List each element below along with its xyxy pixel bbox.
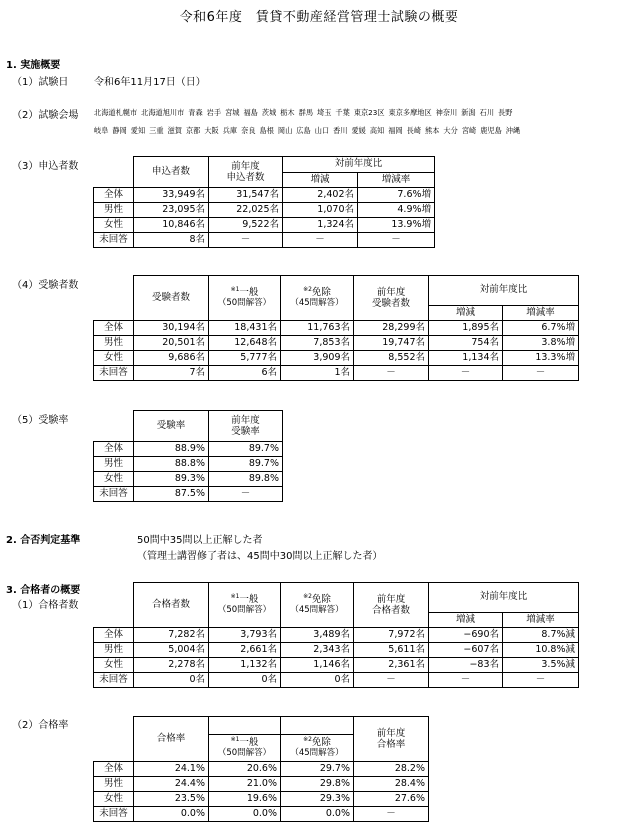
venue: 群馬 [298, 108, 314, 117]
venue: 神奈川 [435, 108, 458, 117]
table-row: 男性 88.8% 89.7% [94, 457, 283, 472]
criteria-line2: （管理士講習修了者は、45問中30問以上正解した者） [137, 551, 383, 562]
col-header: 対前年度比 [283, 157, 435, 173]
col-header: 前年度 受験者数 [354, 276, 429, 321]
table-row: 女性 9,686名 5,777名 3,909名 8,552名 1,134名 13.3%増 [94, 351, 579, 366]
venue: 宮崎 [461, 126, 477, 135]
exam-rate-label: （5）受験率 [12, 415, 69, 426]
venue: 岡山 [277, 126, 293, 135]
col-header: 増減 [429, 612, 503, 627]
venue: 京都 [185, 126, 201, 135]
table-row: 全体 33,949名 31,547名 2,402名 7.6%増 [94, 188, 435, 203]
col-header: 増減 [283, 172, 358, 188]
col-header: $^{※1}$一般 （50問解答） [209, 276, 281, 321]
venue: 香川 [333, 126, 348, 135]
venue: 栃木 [280, 108, 295, 117]
venue: 山口 [314, 126, 330, 135]
page-title: 令和6年度 賃貸不動産経営管理士試験の概要 [179, 10, 459, 25]
table-row: 女性 89.3% 89.8% [94, 472, 283, 487]
venue: 石川 [479, 108, 495, 117]
table-row: 男性 20,501名 12,648名 7,853名 19,747名 754名 3.8%増 [94, 336, 579, 351]
table-row: 全体 88.9% 89.7% [94, 442, 283, 457]
col-header: 対前年度比 [429, 583, 579, 613]
col-header: 増減 [429, 305, 503, 320]
col-header: 合格者数 [134, 583, 209, 628]
table-row: 未回答 0名 0名 0名 － － － [94, 673, 579, 688]
col-header: 受験者数 [134, 276, 209, 321]
table-row: 未回答 8名 － － － [94, 233, 435, 248]
col-header: 対前年度比 [429, 276, 579, 306]
venue: 青森 [188, 108, 203, 117]
venue: 北海道旭川市 [141, 108, 185, 117]
venue: 茨城 [261, 108, 277, 117]
venue: 東京多摩地区 [388, 108, 432, 117]
table-row: 未回答 7名 6名 1名 － － － [94, 366, 579, 381]
table-row: 男性 24.4% 21.0% 29.8% 28.4% [94, 777, 429, 792]
table-row: 全体 7,282名 3,793名 3,489名 7,972名 −690名 8.7%減 [94, 628, 579, 643]
venue: 愛媛 [351, 126, 366, 135]
pass-rate-label: （2）合格率 [12, 720, 69, 731]
venue: 島根 [259, 126, 274, 135]
venue: 北海道札幌市 [94, 108, 138, 117]
venue: 広島 [296, 126, 311, 135]
col-header: $^{※2}$免除 （45問解答） [281, 276, 354, 321]
table-row: 男性 23,095名 22,025名 1,070名 4.9%増 [94, 203, 435, 218]
examinees-label: （4）受験者数 [12, 280, 79, 291]
col-header: $^{※1}$一般 （50問解答） [209, 583, 281, 628]
venue: 高知 [369, 126, 385, 135]
venue: 長野 [498, 108, 513, 117]
venue: 岩手 [206, 108, 222, 117]
venue: 兵庫 [222, 126, 238, 135]
venue: 大分 [443, 126, 458, 135]
table-row: 全体 30,194名 18,431名 11,763名 28,299名 1,895名 6.7%増 [94, 321, 579, 336]
examinees-table [93, 275, 579, 381]
venue: 奈良 [241, 126, 256, 135]
venue: 三重 [149, 126, 164, 135]
venue: 千葉 [335, 108, 350, 117]
col-header: 増減率 [503, 305, 579, 320]
section-2-heading: 2. 合否判定基準 [6, 535, 81, 546]
exam-date-value: 令和6年11月17日（日） [94, 77, 206, 88]
venue: 鹿児島 [480, 126, 502, 135]
table-row: 女性 2,278名 1,132名 1,146名 2,361名 −83名 3.5%減 [94, 658, 579, 673]
col-header: 増減率 [503, 612, 579, 627]
venue: 長崎 [406, 126, 422, 135]
col-header: 前年度 合格者数 [354, 583, 429, 628]
col-header: 合格率 [134, 717, 209, 762]
col-header [281, 717, 354, 735]
section-1-heading: 1. 実施概要 [6, 60, 61, 71]
venue: 福島 [243, 108, 258, 117]
table-row: 未回答 87.5% － [94, 487, 283, 502]
col-header: 申込者数 [134, 157, 209, 188]
col-header: $^{※2}$免除 （45問解答） [281, 583, 354, 628]
venue: 沖縄 [505, 126, 521, 135]
venue: 大阪 [204, 126, 219, 135]
venue-label: （2）試験会場 [12, 110, 79, 121]
venue: 新潟 [461, 108, 476, 117]
table-row: 女性 23.5% 19.6% 29.3% 27.6% [94, 792, 429, 807]
passers-table [93, 582, 579, 688]
table-row: 男性 5,004名 2,661名 2,343名 5,611名 −607名 10.8%減 [94, 643, 579, 658]
table-row: 全体 24.1% 20.6% 29.7% 28.2% [94, 762, 429, 777]
venue: 東京23区 [353, 108, 385, 117]
venue: 滋賀 [167, 126, 182, 135]
col-header [209, 717, 281, 735]
exam-date-label: （1）試験日 [12, 77, 69, 88]
criteria-line1: 50問中35問以上正解した者 [137, 535, 263, 546]
col-header: 前年度 申込者数 [209, 157, 283, 188]
col-header: 増減率 [358, 172, 435, 188]
table-row: 未回答 0.0% 0.0% 0.0% － [94, 807, 429, 822]
col-header: $^{※2}$免除 （45問解答） [281, 734, 354, 761]
applicants-label: （3）申込者数 [12, 161, 79, 172]
pass-rate-table [93, 716, 429, 822]
col-header: 受験率 [134, 411, 209, 442]
venue: 岐阜 [94, 126, 109, 135]
venue: 埼玉 [317, 108, 332, 117]
col-header: 前年度 受験率 [209, 411, 283, 442]
venue: 宮城 [225, 108, 240, 117]
venue: 福岡 [388, 126, 403, 135]
section-3-heading: 3. 合格者の概要 [6, 585, 81, 596]
venue-list-row1 [94, 108, 516, 118]
venue: 熊本 [425, 126, 440, 135]
venue: 愛知 [130, 126, 146, 135]
venue: 静岡 [112, 126, 127, 135]
passers-label: （1）合格者数 [12, 600, 79, 611]
applicants-table [93, 156, 435, 248]
exam-rate-table [93, 410, 283, 502]
col-header: $^{※1}$一般 （50問解答） [209, 734, 281, 761]
table-row: 女性 10,846名 9,522名 1,324名 13.9%増 [94, 218, 435, 233]
venue-list-row2 [94, 126, 524, 136]
col-header: 前年度 合格率 [354, 717, 429, 762]
